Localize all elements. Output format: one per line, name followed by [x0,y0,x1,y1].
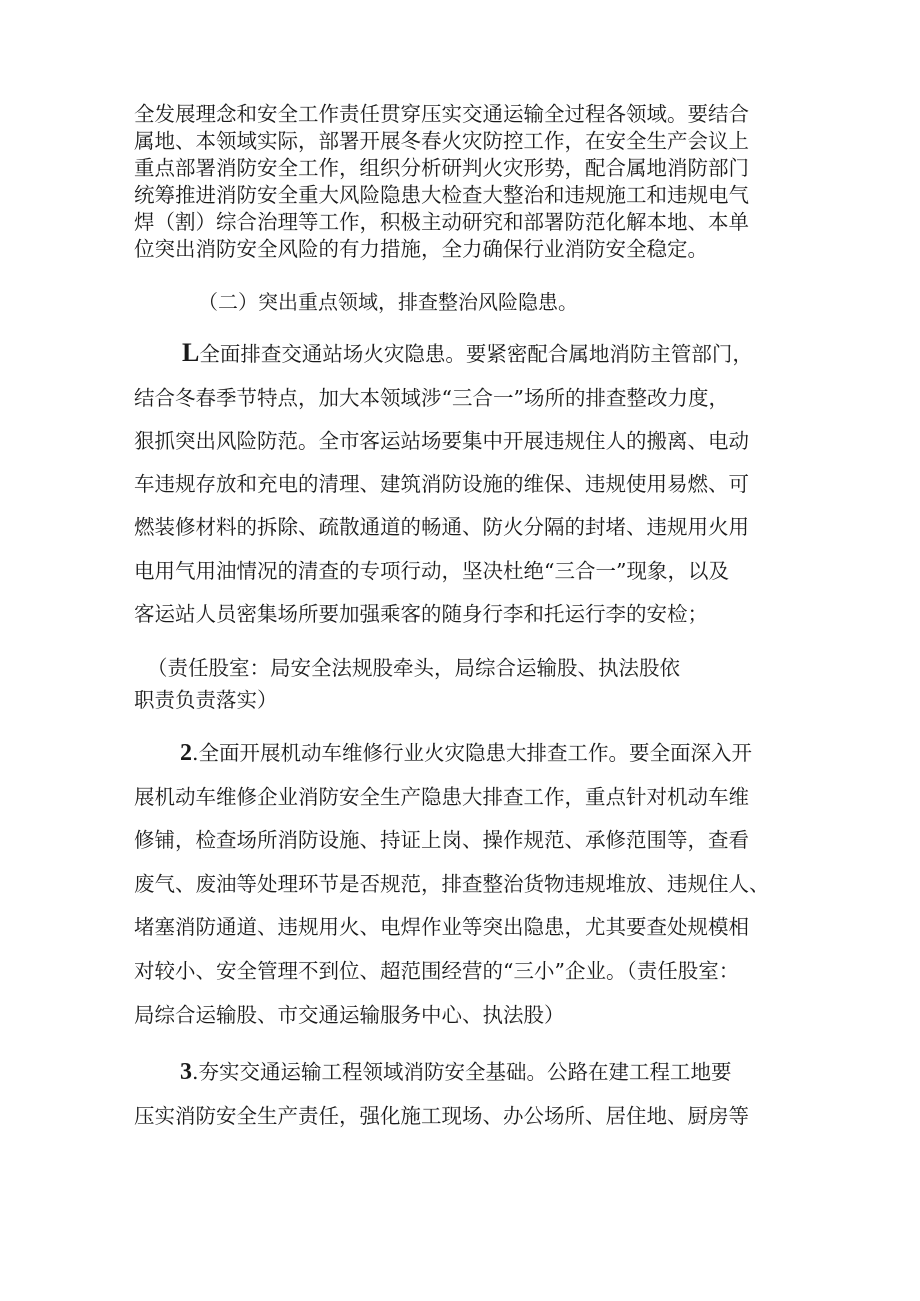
item-3-text: .夯实交通运输工程领域消防安全基础。公路在建工程工地要 [192,1060,732,1084]
paragraph-line: 车违规存放和充电的清理、建筑消防设施的维保、违规使用易燃、可 [134,472,749,496]
item-marker: 2 [180,740,192,766]
item-1-text: 全面排查交通站场火灾隐患。要紧密配合属地消防主管部门， [199,342,753,366]
section-heading: （二）突出重点领域，排查整治风险隐患。 [198,290,578,314]
item-marker: L [182,338,200,367]
paragraph-line: 电用气用油情况的清查的专项行动，坚决杜绝“三合一”现象，以及 [134,559,729,583]
responsibility-note: 职责负责落实） [134,688,278,712]
paragraph-line: 堵塞消防通道、违规用火、电焊作业等突出隐患，尤其要查处规模相 [134,915,749,939]
paragraph-line: 对较小、安全管理不到位、超范围经营的“三小”企业。（责任股室： [134,959,740,983]
item-3-first-line [180,1059,732,1085]
item-marker: 3 [180,1059,192,1085]
item-1-first-line [182,340,753,367]
paragraph-line: 压实消防安全生产责任，强化施工现场、办公场所、居住地、厨房等 [134,1104,749,1128]
paragraph-line: 客运站人员密集场所要加强乘客的随身行李和托运行李的安检； [134,602,708,626]
item-2-text: .全面开展机动车维修行业火灾隐患大排查工作。要全面深入开 [192,741,753,765]
paragraph-line: 重点部署消防安全工作，组织分析研判火灾形势，配合属地消防部门 [134,156,749,180]
paragraph-line: 位突出消防安全风险的有力措施，全力确保行业消防安全稳定。 [134,237,708,261]
paragraph-line: 焊（割）综合治理等工作，积极主动研究和部署防范化解本地、本单 [134,210,749,234]
item-2-first-line [180,740,752,766]
paragraph-line: 结合冬春季节特点，加大本领域涉“三合一”场所的排查整改力度， [134,386,729,410]
paragraph-line: 属地、本领域实际，部署开展冬春火灾防控工作，在安全生产会议上 [134,129,749,153]
paragraph-line: 修铺，检查场所消防设施、持证上岗、操作规范、承修范围等，查看 [134,828,749,852]
paragraph-line: 全发展理念和安全工作责任贯穿压实交通运输全过程各领域。要结合 [134,102,749,126]
responsibility-note: （责任股室：局安全法规股牵头，局综合运输股、执法股依 [147,656,680,680]
paragraph-line: 燃装修材料的拆除、疏散通道的畅通、防火分隔的封堵、违规用火用 [134,515,749,539]
paragraph-line: 展机动车维修企业消防安全生产隐患大排查工作，重点针对机动车维 [134,785,749,809]
paragraph-line: 统筹推进消防安全重大风险隐患大检查大整治和违规施工和违规电气 [134,183,749,207]
paragraph-line: 局综合运输股、市交通运输服务中心、执法股） [134,1003,565,1027]
paragraph-line: 废气、废油等处理环节是否规范，排查整治货物违规堆放、违规住人、 [134,872,770,896]
paragraph-line: 狠抓突出风险防范。全市客运站场要集中开展违规住人的搬离、电动 [134,429,749,453]
